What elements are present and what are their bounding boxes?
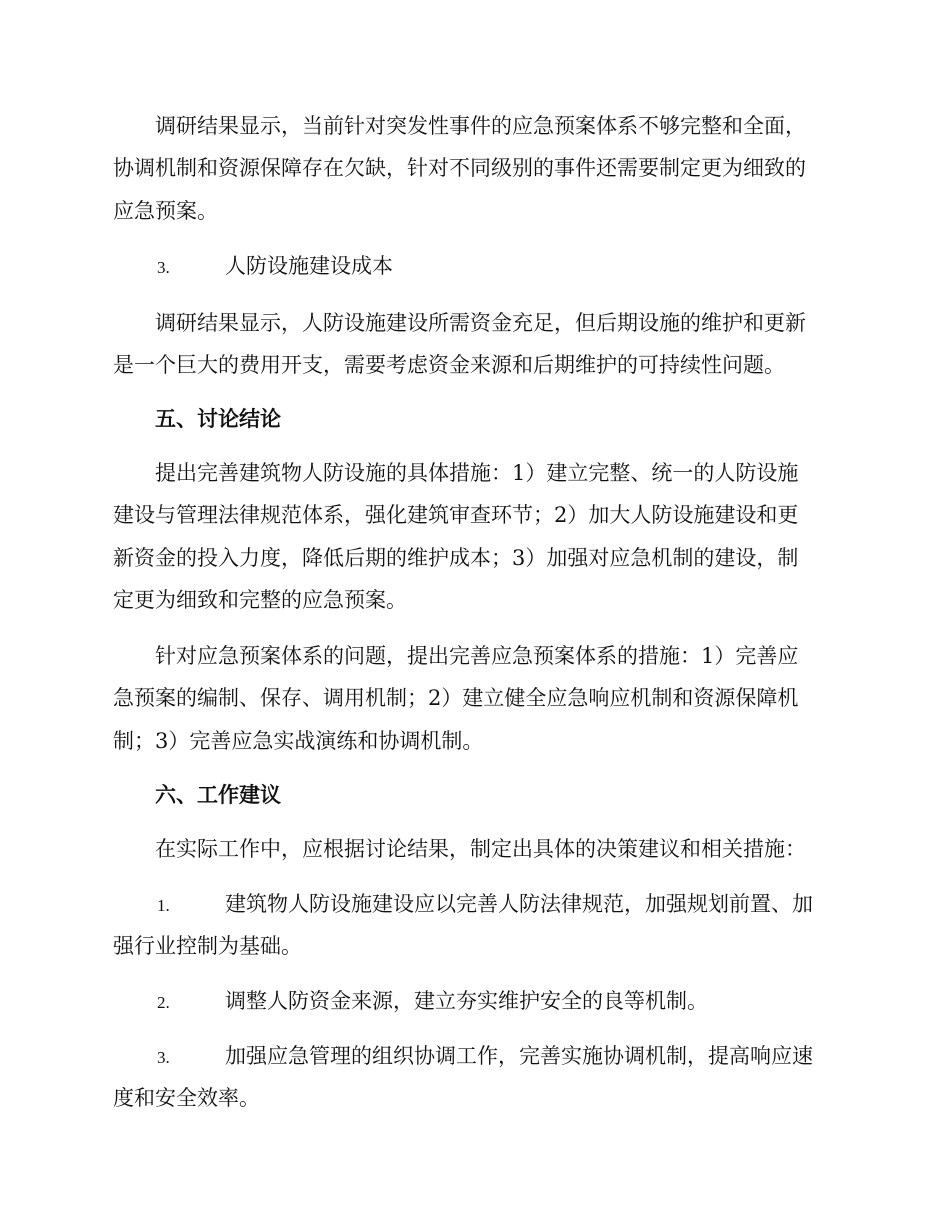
- list-item-number: 3.: [157, 1048, 170, 1067]
- paragraph-line: 建设与管理法律规范体系，强化建筑审查环节；2）加大人防设施建设和更: [113, 503, 799, 527]
- section-heading-discussion-conclusion: 五、讨论结论: [155, 406, 281, 431]
- paragraph-line: 是一个巨大的费用开支，需要考虑资金来源和后期维护的可持续性问题。: [113, 353, 785, 377]
- list-item-number: 3.: [157, 258, 170, 277]
- paragraph-line: 应急预案。: [113, 199, 218, 223]
- list-item-number: 2.: [157, 993, 170, 1012]
- list-item-text: 人防设施建设成本: [225, 254, 393, 278]
- list-item-number: 1.: [157, 896, 170, 915]
- section-heading-work-suggestions: 六、工作建议: [155, 782, 281, 807]
- paragraph-line: 调研结果显示，人防设施建设所需资金充足，但后期设施的维护和更新: [155, 311, 806, 335]
- paragraph-line: 新资金的投入力度，降低后期的维护成本；3）加强对应急机制的建设，制: [113, 546, 799, 570]
- list-item-text: 度和安全效率。: [113, 1086, 260, 1110]
- list-item-text: 建筑物人防设施建设应以完善人防法律规范，加强规划前置、加: [225, 892, 813, 916]
- paragraph-line: 急预案的编制、保存、调用机制；2）建立健全应急响应机制和资源保障机: [113, 686, 799, 710]
- paragraph-line: 提出完善建筑物人防设施的具体措施：1）建立完整、统一的人防设施: [155, 461, 799, 485]
- paragraph-line: 制；3）完善应急实战演练和协调机制。: [113, 729, 484, 753]
- paragraph-line: 针对应急预案体系的问题，提出完善应急预案体系的措施：1）完善应: [155, 644, 799, 668]
- paragraph-line: 定更为细致和完整的应急预案。: [113, 588, 407, 612]
- list-item-text: 调整人防资金来源，建立夯实维护安全的良等机制。: [225, 989, 708, 1013]
- paragraph-suggestions-intro: 在实际工作中，应根据讨论结果，制定出具体的决策建议和相关措施：: [155, 837, 806, 861]
- list-item-text: 强行业控制为基础。: [113, 934, 302, 958]
- list-item-text: 加强应急管理的组织协调工作，完善实施协调机制，提高响应速: [225, 1044, 813, 1068]
- paragraph-line: 调研结果显示，当前针对突发性事件的应急预案体系不够完整和全面，: [155, 114, 806, 138]
- paragraph-line: 协调机制和资源保障存在欠缺，针对不同级别的事件还需要制定更为细致的: [113, 156, 806, 180]
